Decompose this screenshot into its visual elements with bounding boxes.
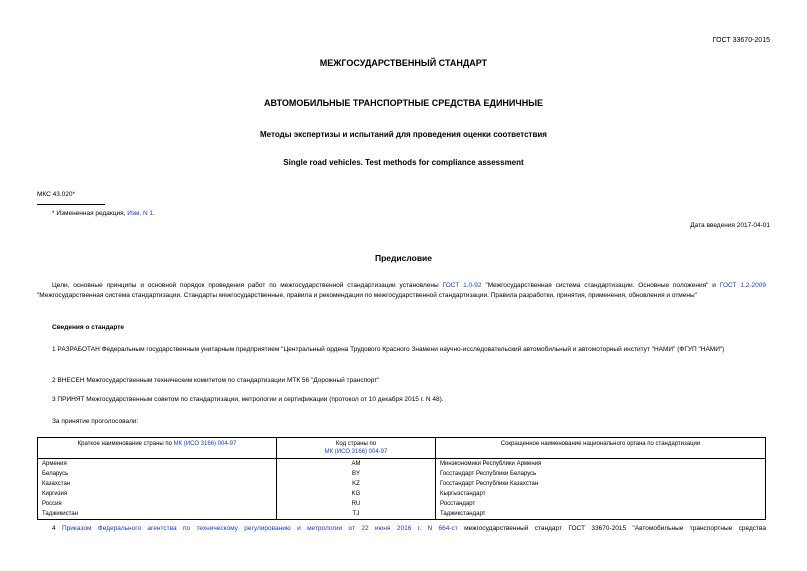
item-1: 1 РАЗРАБОТАН Федеральным государственным унитарным предприятием "Центральный ордена Трудового Красного Знамени научно-исследовательский автомобильный и автомоторный институт "НАМИ" (ФГУП "НАМИ") xyxy=(52,346,725,353)
table-row: Таджикистан TJ Таджикстандарт xyxy=(38,509,766,520)
foreword-paragraph-1: Цели, основные принципы и основной порядок проведения работ по межгосударственной стандартизации установлены ГОСТ 1.0-92 "Межгосударственная система стандартизации. Основные положения" и ГОСТ 1.2-2009 "Межгосударственная система стандартизации. Стандарты межгосударственные, правила и рекомендации по межгосударственной стандартизации. Правила разработки, принятия, применения, обновления и отмены" xyxy=(37,282,766,299)
foreword-heading: Предисловие xyxy=(374,253,433,263)
english-title: Single road vehicles. Test methods for compliance assessment xyxy=(283,158,524,167)
iso-3166-link[interactable]: МК (ИСО 3166) 004-97 xyxy=(173,441,237,447)
header-code: Код страны по МК (ИСО 3166) 004-97 xyxy=(277,438,436,459)
table-row: Беларусь BY Госстандарт Республики Беларусь xyxy=(38,469,766,479)
item-4: 4 Приказом Федерального агентства по техническому регулированию и метрологии от 22 июня 2016 г. N 664-ст межгосударственный стандарт ГОСТ 33670-2015 "Автомобильные транспортные средства xyxy=(52,525,766,532)
header-body: Сокращенное наименование национального органа по стандартизации xyxy=(436,438,766,459)
table-row: Россия RU Росстандарт xyxy=(38,499,766,509)
about-standard-heading: Сведения о стандарте xyxy=(52,324,125,331)
interstate-title: МЕЖГОСУДАРСТВЕННЫЙ СТАНДАРТ xyxy=(319,58,488,68)
main-title: АВТОМОБИЛЬНЫЕ ТРАНСПОРТНЫЕ СРЕДСТВА ЕДИНИЧНЫЕ xyxy=(263,98,544,108)
iso-3166-link[interactable]: МК (ИСО 3166) 004-97 xyxy=(324,449,388,455)
item-2: 2 ВНЕСЕН Межгосударственным техническим комитетом по стандартизации МТК 56 "Дорожный транспорт" xyxy=(52,377,380,384)
intro-date: Дата введения 2017-04-01 xyxy=(690,222,770,229)
gost-1-0-92-link[interactable]: ГОСТ 1.0-92 xyxy=(442,282,482,289)
voted-label: За принятие проголосовали: xyxy=(52,418,139,425)
table-row: Казахстан KZ Госстандарт Республики Казахстан xyxy=(38,479,766,489)
footnote-suffix: . xyxy=(153,210,155,217)
table-row: Армения AM Минэкономики Республики Армения xyxy=(38,459,766,470)
footnote-prefix: * Измененная редакция, xyxy=(52,210,128,217)
header-country: Краткое наименование страны по МК (ИСО 3166) 004-97 xyxy=(38,438,277,459)
table-row: Киргизия KG Кыргызстандарт xyxy=(38,489,766,499)
gost-1-2-2009-link[interactable]: ГОСТ 1.2-2009 xyxy=(719,282,766,289)
footnote xyxy=(52,209,155,218)
doc-number: ГОСТ 33670-2015 xyxy=(712,37,770,44)
amendment-link[interactable]: Изм. N 1 xyxy=(127,210,154,217)
order-link[interactable]: Приказом Федерального агентства по техническому регулированию и метрологии от 22 июня 2016 г. N 664-ст xyxy=(61,525,458,532)
mks-code: МКС 43.020* xyxy=(37,191,76,198)
subtitle: Методы экспертизы и испытаний для проведения оценки соответствия xyxy=(260,130,547,139)
footnote-rule xyxy=(37,204,105,205)
item-3: 3 ПРИНЯТ Межгосударственным советом по стандартизации, метрологии и сертификации (протокол от 10 декабря 2015 г. N 48). xyxy=(52,396,444,403)
voting-states-table xyxy=(37,437,766,520)
